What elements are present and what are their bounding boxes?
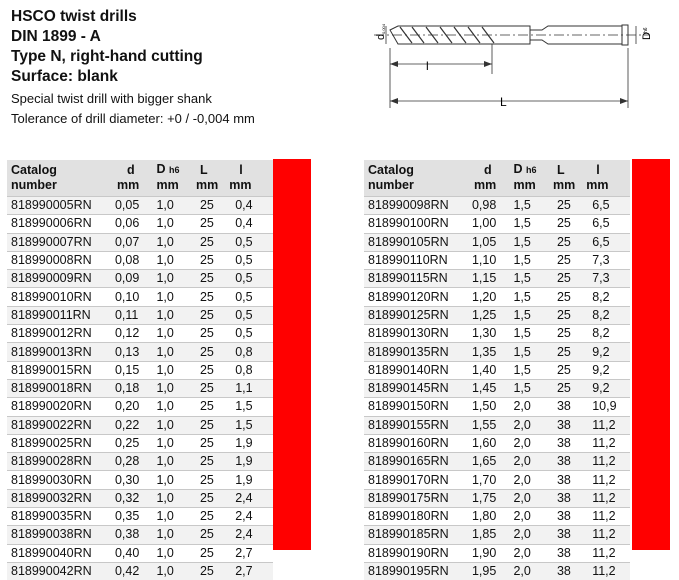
col-d: d (113, 160, 152, 178)
cell-L: 25 (549, 215, 582, 233)
cell-catalog-number: 818990006RN (7, 215, 113, 233)
title-line-2: DIN 1899 - A (11, 27, 101, 47)
cell-D: 1,0 (152, 489, 191, 507)
cell-catalog-number: 818990190RN (364, 544, 470, 562)
cell-L: 25 (549, 288, 582, 306)
cell-D: 2,0 (509, 471, 548, 489)
cell-D: 1,0 (152, 526, 191, 544)
cell-d: 0,05 (113, 197, 152, 215)
cell-catalog-number: 818990105RN (364, 233, 470, 251)
cell-d: 0,35 (113, 508, 152, 526)
cell-L: 25 (192, 251, 225, 269)
cell-d: 0,13 (113, 343, 152, 361)
cell-D: 2,0 (509, 398, 548, 416)
cell-D: 1,5 (509, 325, 548, 343)
col-catalog-2: number (364, 178, 470, 197)
table-row (364, 526, 630, 544)
cell-D: 1,0 (152, 361, 191, 379)
cell-d: 1,30 (470, 325, 509, 343)
cell-l: 1,5 (225, 398, 273, 416)
col-catalog: Catalog (7, 160, 113, 178)
table-row (364, 508, 630, 526)
cell-d: 1,80 (470, 508, 509, 526)
cell-D: 1,0 (152, 544, 191, 562)
cell-l: 7,3 (582, 270, 630, 288)
cell-d: 0,06 (113, 215, 152, 233)
cell-d: 0,11 (113, 306, 152, 324)
unit-l: mm (582, 178, 630, 197)
cell-D: 1,5 (509, 379, 548, 397)
cell-L: 25 (549, 325, 582, 343)
cell-l: 2,7 (225, 562, 273, 580)
cell-L: 38 (549, 453, 582, 471)
cell-l: 2,7 (225, 544, 273, 562)
table-row (7, 233, 273, 251)
cell-L: 38 (549, 544, 582, 562)
cell-l: 0,8 (225, 361, 273, 379)
cell-L: 38 (549, 434, 582, 452)
cell-D: 2,0 (509, 544, 548, 562)
cell-l: 0,5 (225, 270, 273, 288)
unit-D: mm (509, 178, 548, 197)
table-header-row (7, 160, 273, 178)
cell-d: 1,45 (470, 379, 509, 397)
cell-catalog-number: 818990010RN (7, 288, 113, 306)
cell-d: 0,28 (113, 453, 152, 471)
cell-l: 11,2 (582, 453, 630, 471)
table-row (7, 471, 273, 489)
cell-catalog-number: 818990155RN (364, 416, 470, 434)
cell-L: 25 (549, 251, 582, 269)
table-row (364, 215, 630, 233)
cell-l: 11,2 (582, 489, 630, 507)
col-d: d (470, 160, 509, 178)
unit-L: mm (192, 178, 225, 197)
cell-catalog-number: 818990150RN (364, 398, 470, 416)
col-catalog: Catalog (364, 160, 470, 178)
cell-catalog-number: 818990145RN (364, 379, 470, 397)
cell-L: 38 (549, 416, 582, 434)
cell-l: 2,4 (225, 489, 273, 507)
cell-d: 1,50 (470, 398, 509, 416)
cell-d: 1,55 (470, 416, 509, 434)
cell-d: 1,85 (470, 526, 509, 544)
cell-L: 25 (192, 489, 225, 507)
table-row (364, 343, 630, 361)
cell-D: 1,0 (152, 233, 191, 251)
table-row (364, 471, 630, 489)
cell-catalog-number: 818990009RN (7, 270, 113, 288)
cell-d: 0,07 (113, 233, 152, 251)
col-D-sub: h6 (526, 165, 537, 175)
cell-catalog-number: 818990015RN (7, 361, 113, 379)
cell-l: 11,2 (582, 544, 630, 562)
cell-catalog-number: 818990110RN (364, 251, 470, 269)
cell-d: 1,40 (470, 361, 509, 379)
cell-l: 0,5 (225, 251, 273, 269)
cell-catalog-number: 818990175RN (364, 489, 470, 507)
cell-l: 11,2 (582, 526, 630, 544)
cell-d: 0,30 (113, 471, 152, 489)
cell-D: 1,5 (509, 361, 548, 379)
cell-l: 1,1 (225, 379, 273, 397)
cell-catalog-number: 818990130RN (364, 325, 470, 343)
cell-d: 0,20 (113, 398, 152, 416)
table-row (364, 361, 630, 379)
cell-L: 38 (549, 508, 582, 526)
description-line-2: Tolerance of drill diameter: +0 / -0,004 mm (11, 109, 255, 129)
cell-catalog-number: 818990012RN (7, 325, 113, 343)
table-row (364, 233, 630, 251)
cell-d: 1,60 (470, 434, 509, 452)
cell-D: 2,0 (509, 508, 548, 526)
cell-d: 0,09 (113, 270, 152, 288)
cell-d: 0,12 (113, 325, 152, 343)
label-D: D (641, 32, 653, 40)
cell-catalog-number: 818990018RN (7, 379, 113, 397)
cell-L: 38 (549, 489, 582, 507)
cell-catalog-number: 818990032RN (7, 489, 113, 507)
cell-l: 6,5 (582, 233, 630, 251)
cell-L: 25 (549, 233, 582, 251)
cell-d: 1,35 (470, 343, 509, 361)
drill-drawing (352, 4, 662, 116)
cell-d: 0,38 (113, 526, 152, 544)
description-line-1: Special twist drill with bigger shank (11, 89, 212, 109)
cell-l: 0,4 (225, 215, 273, 233)
cell-l: 11,2 (582, 416, 630, 434)
table-unit-row (364, 178, 630, 197)
cell-d: 0,40 (113, 544, 152, 562)
table-row (7, 416, 273, 434)
table-row (7, 398, 273, 416)
cell-catalog-number: 818990140RN (364, 361, 470, 379)
table-row (7, 325, 273, 343)
cell-L: 25 (549, 306, 582, 324)
cell-catalog-number: 818990195RN (364, 562, 470, 580)
cell-catalog-number: 818990020RN (7, 398, 113, 416)
cell-L: 25 (549, 197, 582, 215)
cell-D: 1,0 (152, 508, 191, 526)
left-table-body (7, 197, 273, 580)
label-L: L (500, 95, 507, 109)
table-row (364, 453, 630, 471)
cell-d: 1,20 (470, 288, 509, 306)
cell-D: 2,0 (509, 453, 548, 471)
cell-catalog-number: 818990005RN (7, 197, 113, 215)
cell-d: 1,15 (470, 270, 509, 288)
cell-d: 1,65 (470, 453, 509, 471)
cell-L: 25 (192, 508, 225, 526)
cell-catalog-number: 818990115RN (364, 270, 470, 288)
cell-catalog-number: 818990135RN (364, 343, 470, 361)
cell-L: 25 (549, 361, 582, 379)
label-d-sub: 0.004 (381, 23, 386, 34)
cell-L: 25 (192, 526, 225, 544)
cell-D: 2,0 (509, 434, 548, 452)
cell-d: 1,00 (470, 215, 509, 233)
right-table-body (364, 197, 630, 580)
table-row (7, 526, 273, 544)
cell-l: 8,2 (582, 306, 630, 324)
cell-catalog-number: 818990035RN (7, 508, 113, 526)
cell-catalog-number: 818990028RN (7, 453, 113, 471)
cell-l: 0,4 (225, 197, 273, 215)
cell-l: 8,2 (582, 325, 630, 343)
table-row (7, 379, 273, 397)
label-l: l (426, 59, 429, 73)
cell-d: 1,70 (470, 471, 509, 489)
cell-l: 6,5 (582, 215, 630, 233)
cell-d: 0,32 (113, 489, 152, 507)
cell-catalog-number: 818990100RN (364, 215, 470, 233)
table-row (7, 508, 273, 526)
cell-D: 2,0 (509, 489, 548, 507)
cell-l: 0,5 (225, 306, 273, 324)
cell-l: 1,9 (225, 453, 273, 471)
cell-d: 0,22 (113, 416, 152, 434)
cell-l: 0,8 (225, 343, 273, 361)
table-row (364, 416, 630, 434)
cell-D: 1,0 (152, 434, 191, 452)
cell-d: 1,95 (470, 562, 509, 580)
cell-D: 1,0 (152, 562, 191, 580)
cell-D: 1,5 (509, 270, 548, 288)
col-D-label: D (513, 162, 522, 176)
col-l: l (225, 160, 273, 178)
cell-d: 1,05 (470, 233, 509, 251)
cell-d: 0,18 (113, 379, 152, 397)
col-l: l (582, 160, 630, 178)
cell-catalog-number: 818990022RN (7, 416, 113, 434)
col-L: L (549, 160, 582, 178)
cell-l: 0,5 (225, 325, 273, 343)
cell-L: 25 (192, 361, 225, 379)
table-row (7, 434, 273, 452)
table-row (364, 562, 630, 580)
unit-l: mm (225, 178, 273, 197)
cell-D: 1,5 (509, 306, 548, 324)
cell-L: 25 (192, 434, 225, 452)
cell-d: 1,75 (470, 489, 509, 507)
cell-d: 1,25 (470, 306, 509, 324)
col-D-label: D (156, 162, 165, 176)
cell-L: 38 (549, 398, 582, 416)
cell-L: 25 (192, 398, 225, 416)
cell-L: 25 (192, 544, 225, 562)
cell-l: 0,5 (225, 288, 273, 306)
cell-catalog-number: 818990098RN (364, 197, 470, 215)
cell-d: 0,25 (113, 434, 152, 452)
cell-D: 2,0 (509, 526, 548, 544)
cell-catalog-number: 818990025RN (7, 434, 113, 452)
cell-l: 9,2 (582, 361, 630, 379)
right-drill-table (364, 160, 630, 580)
cell-D: 1,0 (152, 453, 191, 471)
table-row (7, 453, 273, 471)
redaction-bar-right (632, 159, 670, 550)
cell-L: 25 (549, 379, 582, 397)
cell-catalog-number: 818990038RN (7, 526, 113, 544)
table-row (7, 544, 273, 562)
cell-catalog-number: 818990030RN (7, 471, 113, 489)
cell-D: 1,0 (152, 251, 191, 269)
cell-l: 6,5 (582, 197, 630, 215)
cell-l: 11,2 (582, 471, 630, 489)
cell-catalog-number: 818990120RN (364, 288, 470, 306)
table-row (7, 562, 273, 580)
cell-catalog-number: 818990013RN (7, 343, 113, 361)
cell-l: 1,9 (225, 434, 273, 452)
title-line-4: Surface: blank (11, 67, 118, 87)
cell-L: 25 (549, 270, 582, 288)
cell-D: 1,0 (152, 416, 191, 434)
table-row (364, 379, 630, 397)
table-row (7, 251, 273, 269)
table-header-row (364, 160, 630, 178)
cell-catalog-number: 818990125RN (364, 306, 470, 324)
cell-L: 25 (192, 562, 225, 580)
table-row (7, 197, 273, 215)
cell-l: 11,2 (582, 434, 630, 452)
table-row (364, 197, 630, 215)
cell-d: 0,08 (113, 251, 152, 269)
col-catalog-2: number (7, 178, 113, 197)
cell-L: 25 (192, 306, 225, 324)
cell-l: 9,2 (582, 379, 630, 397)
cell-L: 25 (192, 197, 225, 215)
cell-D: 1,0 (152, 325, 191, 343)
cell-L: 38 (549, 562, 582, 580)
cell-L: 25 (192, 453, 225, 471)
cell-L: 25 (192, 288, 225, 306)
cell-L: 25 (192, 270, 225, 288)
cell-D: 1,0 (152, 215, 191, 233)
cell-d: 1,90 (470, 544, 509, 562)
table-row (7, 361, 273, 379)
table-row (7, 306, 273, 324)
table-row (364, 544, 630, 562)
cell-L: 25 (192, 471, 225, 489)
table-row (7, 288, 273, 306)
cell-D: 1,5 (509, 233, 548, 251)
col-D-sub: h6 (169, 165, 180, 175)
cell-L: 38 (549, 526, 582, 544)
unit-d: mm (470, 178, 509, 197)
cell-l: 2,4 (225, 508, 273, 526)
table-row (7, 343, 273, 361)
cell-D: 1,0 (152, 197, 191, 215)
col-D (152, 160, 191, 178)
cell-l: 8,2 (582, 288, 630, 306)
unit-L: mm (549, 178, 582, 197)
cell-catalog-number: 818990040RN (7, 544, 113, 562)
cell-L: 25 (549, 343, 582, 361)
cell-D: 1,5 (509, 343, 548, 361)
cell-l: 0,5 (225, 233, 273, 251)
cell-L: 25 (192, 379, 225, 397)
col-D (509, 160, 548, 178)
table-row (364, 306, 630, 324)
cell-D: 1,0 (152, 379, 191, 397)
title-line-1: HSCO twist drills (11, 7, 137, 27)
cell-d: 0,15 (113, 361, 152, 379)
cell-catalog-number: 818990165RN (364, 453, 470, 471)
table-row (7, 489, 273, 507)
label-d: d (375, 34, 387, 40)
table-row (364, 251, 630, 269)
cell-L: 25 (192, 343, 225, 361)
cell-L: 38 (549, 471, 582, 489)
table-row (364, 288, 630, 306)
title-line-3: Type N, right-hand cutting (11, 47, 203, 67)
cell-L: 25 (192, 233, 225, 251)
cell-catalog-number: 818990160RN (364, 434, 470, 452)
cell-D: 1,0 (152, 288, 191, 306)
cell-D: 1,5 (509, 215, 548, 233)
cell-d: 0,42 (113, 562, 152, 580)
col-L: L (192, 160, 225, 178)
table-row (364, 325, 630, 343)
cell-catalog-number: 818990185RN (364, 526, 470, 544)
cell-l: 11,2 (582, 508, 630, 526)
cell-catalog-number: 818990008RN (7, 251, 113, 269)
cell-catalog-number: 818990170RN (364, 471, 470, 489)
unit-d: mm (113, 178, 152, 197)
table-unit-row (7, 178, 273, 197)
cell-d: 0,10 (113, 288, 152, 306)
table-row (364, 270, 630, 288)
cell-D: 1,0 (152, 471, 191, 489)
cell-D: 1,0 (152, 343, 191, 361)
cell-D: 2,0 (509, 562, 548, 580)
cell-l: 9,2 (582, 343, 630, 361)
table-row (364, 434, 630, 452)
cell-D: 2,0 (509, 416, 548, 434)
label-D-sub: h6 (643, 27, 649, 33)
cell-l: 10,9 (582, 398, 630, 416)
cell-l: 1,9 (225, 471, 273, 489)
table-row (7, 270, 273, 288)
cell-l: 11,2 (582, 562, 630, 580)
cell-D: 1,5 (509, 251, 548, 269)
cell-L: 25 (192, 215, 225, 233)
redaction-bar-left (273, 159, 311, 550)
cell-l: 7,3 (582, 251, 630, 269)
table-row (7, 215, 273, 233)
cell-l: 1,5 (225, 416, 273, 434)
cell-D: 1,5 (509, 197, 548, 215)
cell-catalog-number: 818990011RN (7, 306, 113, 324)
cell-d: 1,10 (470, 251, 509, 269)
cell-d: 0,98 (470, 197, 509, 215)
cell-D: 1,5 (509, 288, 548, 306)
unit-D: mm (152, 178, 191, 197)
cell-D: 1,0 (152, 306, 191, 324)
cell-D: 1,0 (152, 270, 191, 288)
cell-catalog-number: 818990007RN (7, 233, 113, 251)
cell-catalog-number: 818990180RN (364, 508, 470, 526)
cell-catalog-number: 818990042RN (7, 562, 113, 580)
table-row (364, 398, 630, 416)
table-row (364, 489, 630, 507)
cell-L: 25 (192, 325, 225, 343)
cell-l: 2,4 (225, 526, 273, 544)
cell-L: 25 (192, 416, 225, 434)
left-drill-table (7, 160, 273, 580)
cell-D: 1,0 (152, 398, 191, 416)
